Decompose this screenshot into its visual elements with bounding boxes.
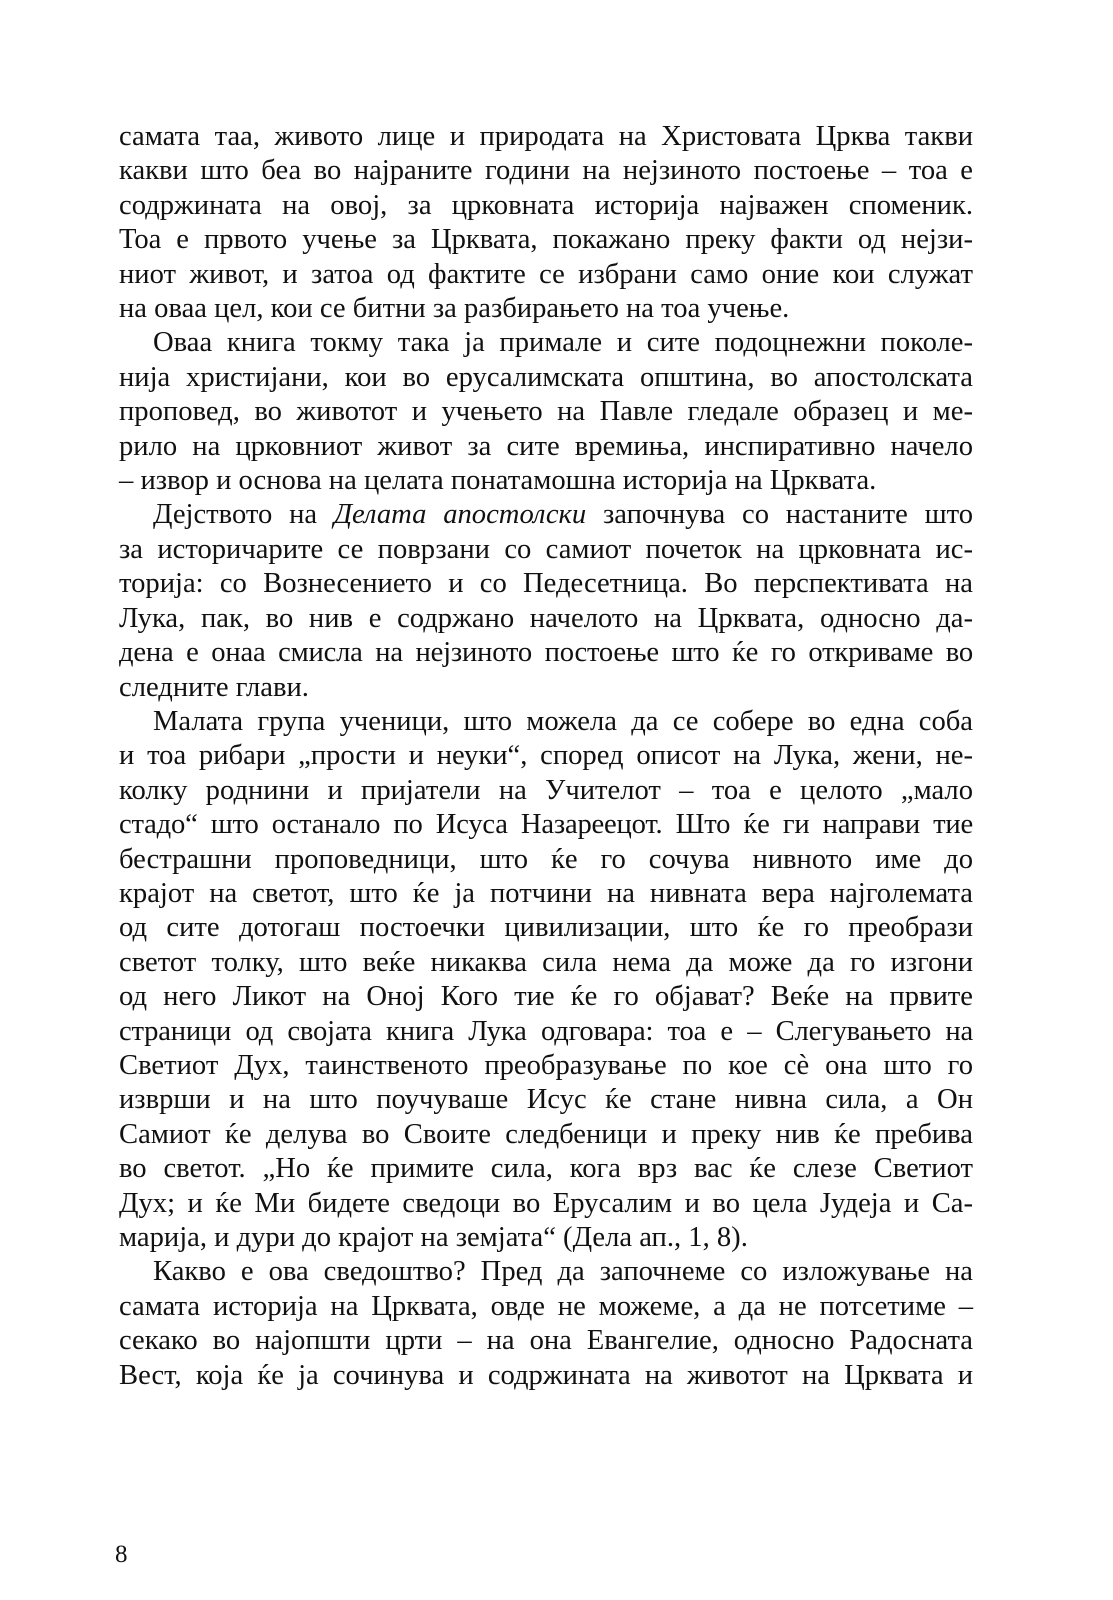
text-line: секако во најопшти црти – на она Евангелие, односно Радосната bbox=[119, 1325, 973, 1357]
text-line: самата историја на Црквата, овде не можеме, а да не потсетиме – bbox=[119, 1290, 973, 1322]
body-text bbox=[119, 120, 973, 1393]
text-line: и тоа рибари „прости и неуки“, според описот на Лука, жени, не- bbox=[119, 740, 973, 772]
text-line: Самиот ќе делува во Своите следбеници и преку нив ќе пребива bbox=[119, 1118, 973, 1150]
text-line: светот толку, што веќе никаква сила нема да може да го изгони bbox=[119, 946, 973, 978]
book-title: Делата апостолски bbox=[333, 499, 587, 531]
text-line: Лука, пак, во нив е содржано начелото на Црквата, односно да- bbox=[119, 602, 973, 634]
text-line: колку роднини и пријатели на Учителот – тоа е целото „мало bbox=[119, 774, 973, 806]
paragraph-2 bbox=[119, 326, 973, 498]
paragraph-4 bbox=[119, 705, 973, 1256]
text-line: стадо“ што останало по Исуса Назареецот. Што ќе ги направи тие bbox=[119, 809, 973, 841]
text-fragment: започнува со настаните што bbox=[586, 499, 974, 531]
text-line: на оваа цел, кои се битни за разбирањето на тоа учење. bbox=[119, 293, 790, 325]
text-line: – извор и основа на целата понатамошна историја на Црквата. bbox=[119, 465, 877, 497]
paragraph-1 bbox=[119, 120, 973, 326]
text-line: изврши и на што поучуваше Исус ќе стане нивна сила, а Он bbox=[119, 1084, 973, 1116]
text-line: за историчарите се поврзани со самиот почеток на црковната ис- bbox=[119, 533, 973, 565]
text-line: крајот на светот, што ќе ја потчини на нивната вера најголемата bbox=[119, 877, 973, 909]
text-line: следните глави. bbox=[119, 671, 309, 703]
text-line: во светот. „Но ќе примите сила, кога врз вас ќе слезе Светиот bbox=[119, 1153, 973, 1185]
text-fragment: Дејството на bbox=[153, 499, 334, 531]
text-line: ниот живот, и затоа од фактите се избрани само оние кои служат bbox=[119, 258, 973, 290]
text-line-with-title bbox=[119, 498, 973, 532]
paragraph-3 bbox=[119, 498, 973, 704]
text-line: нија христијани, кои во ерусалимската општина, во апостолската bbox=[119, 361, 973, 393]
text-line: од сите дотогаш постоечки цивилизации, што ќе го преобрази bbox=[119, 912, 973, 944]
text-line: Какво е ова сведоштво? Пред да започнеме со изложување на bbox=[153, 1256, 973, 1288]
text-line: Вест, која ќе ја сочинува и содржината на животот на Црквата и bbox=[119, 1359, 973, 1391]
text-line: дена е онаа смисла на нејзиното постоење што ќе го откриваме во bbox=[119, 637, 973, 669]
text-line: Тоа е првото учење за Црквата, покажано преку факти од нејзи- bbox=[119, 224, 973, 256]
text-line: какви што беа во најраните години на нејзиното постоење – тоа е bbox=[119, 155, 973, 187]
text-line: торија: со Вознесението и со Педесетница. Во перспективата на bbox=[119, 568, 973, 600]
text-line: страници од својата книга Лука одговара: тоа е – Слегувањето на bbox=[119, 1015, 973, 1047]
text-line: проповед, во животот и учењето на Павле гледале образец и ме- bbox=[119, 396, 973, 428]
text-line: од него Ликот на Оној Кого тие ќе го објават? Веќе на првите bbox=[119, 981, 973, 1013]
text-line: марија, и дури до крајот на земјата“ (Дела ап., 1, 8). bbox=[119, 1222, 748, 1253]
text-line: Малата група ученици, што можела да се собере во една соба bbox=[153, 705, 973, 737]
text-line: самата таа, живото лице и природата на Христовата Црква такви bbox=[119, 121, 973, 152]
text-line: Дух; и ќе Ми бидете сведоци во Ерусалим и во цела Јудеја и Са- bbox=[119, 1187, 973, 1219]
text-line: содржината на овој, за црковната историја најважен споменик. bbox=[119, 189, 973, 221]
text-line: Светиот Дух, таинственото преобразување по кое сѐ она што го bbox=[119, 1049, 973, 1081]
page-number: 8 bbox=[115, 1541, 128, 1568]
paragraph-5 bbox=[119, 1255, 973, 1393]
text-line: Оваа книга токму така ја примале и сите подоцнежни поколе- bbox=[153, 327, 973, 359]
text-line: рило на црковниот живот за сите времиња, инспиративно начело bbox=[119, 430, 973, 462]
text-line: бестрашни проповедници, што ќе го сочува нивното име до bbox=[119, 843, 973, 875]
